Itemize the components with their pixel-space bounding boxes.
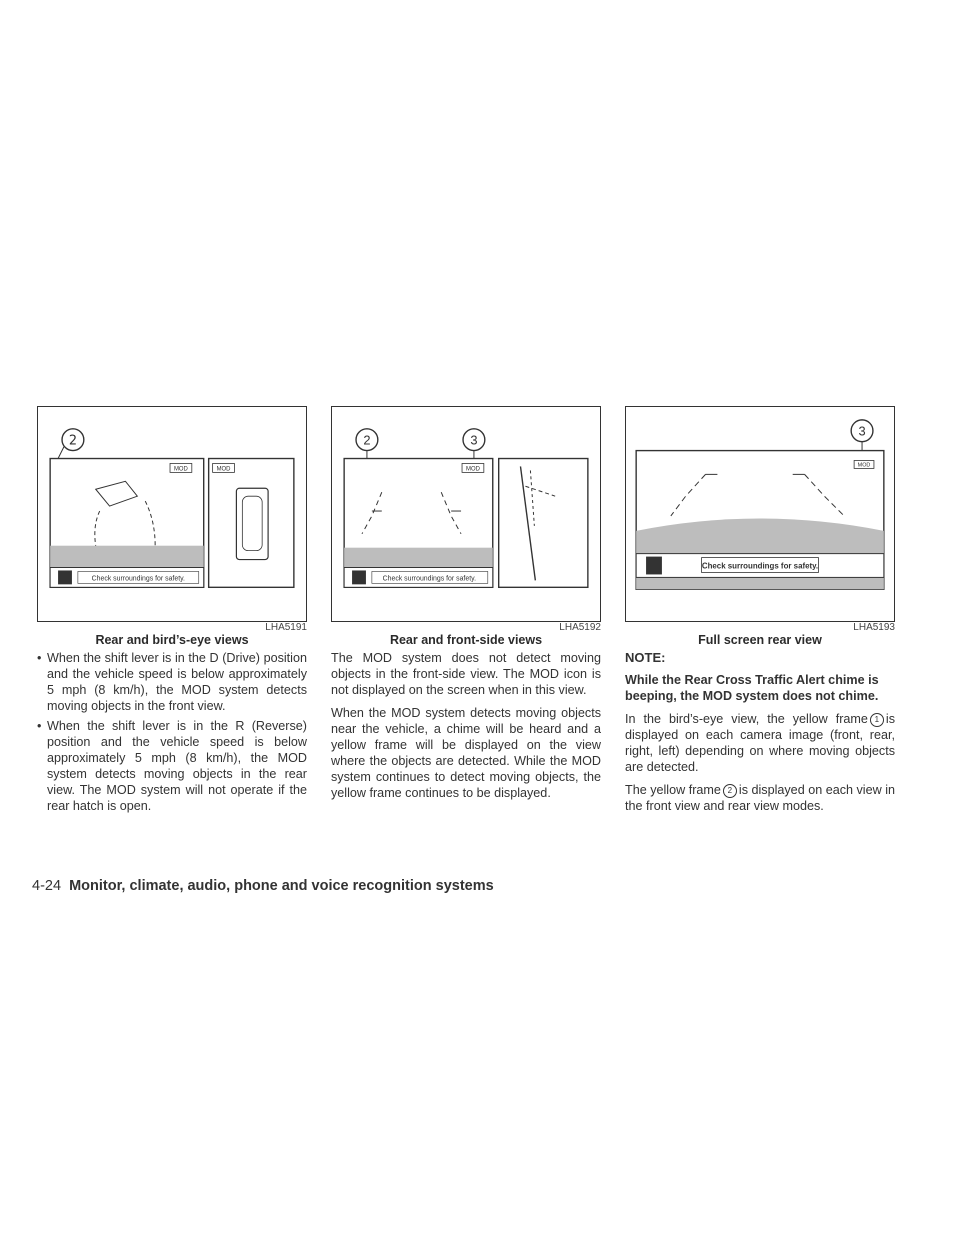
paragraph: The MOD system does not detect moving objects in the front-side view. The MOD icon is not displayed on the screen when in this view. (331, 651, 601, 697)
column-3 (625, 650, 895, 821)
callout-1-marker: 1 (870, 713, 884, 727)
section-title: Monitor, climate, audio, phone and voice recognition systems (69, 878, 494, 894)
person-warning-icon (352, 570, 366, 584)
column-1 (37, 650, 307, 818)
paragraph (625, 711, 895, 775)
warning-text: Check surroundings for safety. (382, 575, 477, 583)
vehicle-top-icon (236, 488, 268, 559)
figure-caption: Rear and bird’s-eye views (95, 633, 249, 647)
figure-full-screen-rear (625, 406, 895, 622)
warning-text: Check surroundings for safety. (91, 575, 186, 583)
text: is displayed on each view in the front view and rear view modes. (625, 783, 896, 813)
callout-2-label: 2 (68, 433, 78, 449)
front-side-pane (499, 459, 588, 588)
bullet-text: When the shift lever is in the D (Drive) position and the vehicle speed is below approximately 5 mph (8 km/h), the MOD system detects moving objects in the front view. (47, 651, 307, 713)
text: In the bird’s-eye view, the yellow frame (625, 712, 868, 726)
text: The yellow frame (625, 783, 721, 797)
mod-icon-label: MOD (857, 462, 871, 469)
mod-icon-label: MOD (173, 466, 188, 473)
text: is displayed on each camera image (front, rear, right, left) depending on where moving objects are detected. (625, 712, 895, 774)
paragraph: When the MOD system detects moving objects near the vehicle, a chime will be heard and a yellow frame will be displayed on the view where the objects are detected. While the MOD system continues to detect moving objects, the yellow frame continues to be displayed. (331, 706, 601, 800)
bullet-item: • When the shift lever is in the D (Drive) position and the vehicle speed is below approximately 5 mph (8 km/h), the MOD system detects moving objects in the front view. (37, 651, 307, 713)
page-footer (32, 878, 494, 894)
rear-front-side-illustration (332, 407, 600, 621)
figure-code: LHA5192 (559, 622, 601, 633)
callout-3-label: 3 (470, 432, 478, 448)
callout-3-label: 3 (858, 423, 866, 439)
person-warning-icon (646, 557, 662, 575)
callout-2-marker: 2 (723, 784, 737, 798)
person-warning-icon (58, 570, 72, 584)
figure-rear-birds-eye (37, 406, 307, 622)
figure-caption: Rear and front-side views (389, 633, 543, 647)
mod-icon-label: MOD (466, 466, 480, 473)
warning-text: Check surroundings for safety. (701, 561, 819, 571)
mod-icon-label-2: MOD (216, 466, 231, 473)
figure-code: LHA5193 (853, 622, 895, 633)
rear-birds-eye-illustration (38, 407, 306, 621)
figure-code: LHA5191 (265, 622, 307, 633)
paragraph (625, 782, 895, 814)
note-body: While the Rear Cross Traffic Alert chime is beeping, the MOD system does not chime. (625, 673, 879, 703)
bullet-text: When the shift lever is in the R (Reverse) position and the vehicle speed is below approximately 5 mph (8 km/h), the MOD system detects moving objects in the rear view. The MOD system will not operate if the rear hatch is open. (47, 719, 307, 813)
full-screen-rear-illustration (626, 407, 894, 621)
column-2 (331, 650, 601, 808)
figure-caption: Full screen rear view (698, 633, 822, 647)
note-title: NOTE: (625, 650, 666, 665)
page-number: 4-24 (32, 878, 62, 894)
callout-2-label: 2 (363, 432, 371, 448)
bullet-item: • When the shift lever is in the R (Reverse) position and the vehicle speed is below approximately 5 mph (8 km/h), the MOD system detects moving objects in the rear view. The MOD system will not operate if the rear hatch is open. (37, 719, 307, 813)
figure-rear-front-side (331, 406, 601, 622)
